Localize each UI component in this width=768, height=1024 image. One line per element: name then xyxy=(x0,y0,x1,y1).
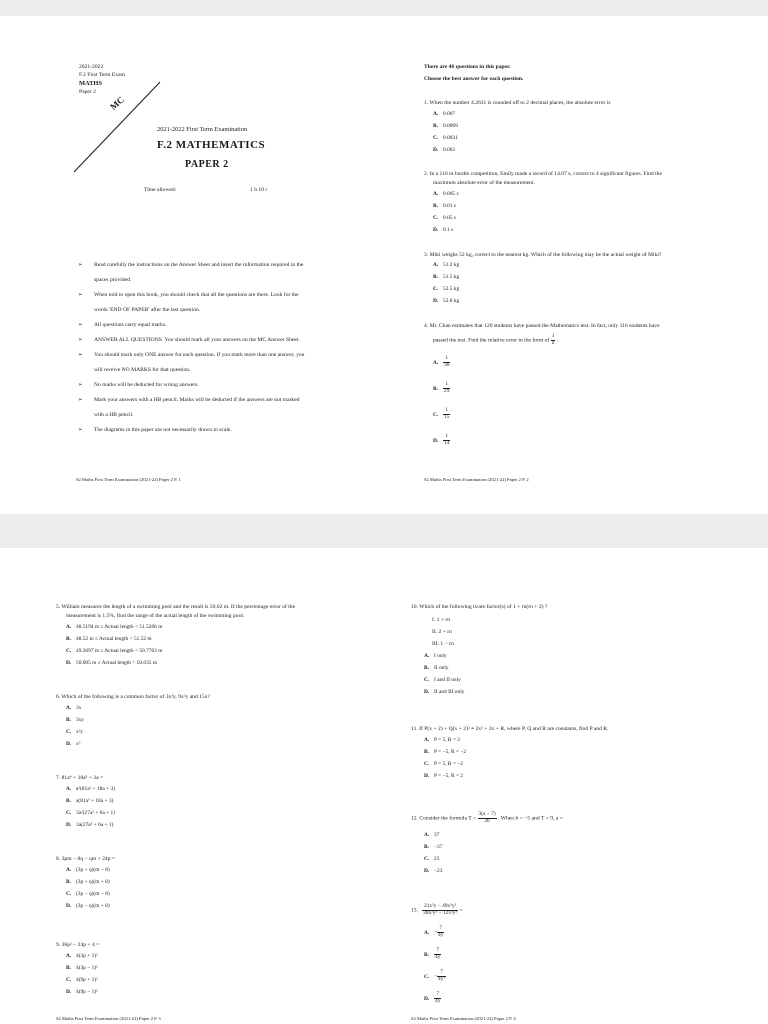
question-text: 2. In a 110 m hurdle competition, Emily made a record of 14.07 s, correct to 4 significant figures. Find the xyxy=(424,171,662,177)
exam-title: 2021-2022 First Term Examination xyxy=(157,126,248,133)
top-sheet xyxy=(0,16,768,514)
course-title: F.2 MATHEMATICS xyxy=(157,139,266,151)
page-1-footer: S2 Maths First Term Examination (2021-22) Paper 2 P. 1 xyxy=(76,477,181,482)
option-b[interactable]: B. a(81a³ + 18a + 3) xyxy=(66,798,114,804)
option-b[interactable]: B. 0.0069 xyxy=(433,123,458,129)
option-a[interactable]: A. 3x xyxy=(66,705,82,711)
option-c[interactable]: C. 49.2697 m ≤ Actual length < 50.7703 m xyxy=(66,648,163,654)
option-d[interactable]: D. (3p − q)(m + 8) xyxy=(66,903,110,909)
roman-item: II. 2 + rn xyxy=(432,629,452,635)
option-c[interactable]: C. 23 xyxy=(424,856,440,862)
option-b[interactable]: B. 4(3p − 1)² xyxy=(66,965,98,971)
instruction-item: with a HB pencil. xyxy=(94,412,134,418)
instruction-item: spaces provided. xyxy=(94,277,132,283)
option-b[interactable]: B. II only xyxy=(424,665,449,671)
question-text: passed the test. Find the relative error in the form of $\frac{1}{n}$ . xyxy=(433,333,559,346)
page-3-footer: S2 Maths First Term Examination (2021-22) Paper 2 P. 3 xyxy=(56,1016,161,1021)
instruction-item: ➢ ANSWER ALL QUESTIONS. You should mark all your answers on the MC Answer Sheet. xyxy=(78,337,300,343)
option-a[interactable]: A. 48.5194 m ≤ Actual length < 51.5206 m xyxy=(66,624,163,630)
option-b[interactable]: B. $\frac{7}{4y}$ xyxy=(424,947,441,960)
option-b[interactable]: B. 51.5 kg xyxy=(433,274,460,280)
option-d[interactable]: D. $\frac{7}{4y}$ xyxy=(424,991,441,1004)
question-text: measurement is 1.5%, find the range of the actual length of the swimming pool. xyxy=(66,613,245,619)
option-b[interactable]: B. 0.01 s xyxy=(433,203,456,209)
page-4-footer: S2 Maths First Term Examination (2021-22) Paper 2 P. 4 xyxy=(411,1016,516,1021)
question-text: 6. Which of the following is a common factor of 3x³y, 9x²y and 15x? xyxy=(56,694,211,700)
option-a[interactable]: A. 37 xyxy=(424,832,440,838)
option-a[interactable]: A. a²(81a² + 18a + 3) xyxy=(66,786,115,792)
question-text: 12. Consider the formula T = $\frac{3(a - 7)}{2b}$ . When b = −5 and T = 9, a = xyxy=(411,811,563,824)
instruction-item: ➢ All questions carry equal marks. xyxy=(78,322,167,328)
time-value: 1 h 10 r xyxy=(250,187,268,193)
option-b[interactable]: B. (3p + q)(m + 8) xyxy=(66,879,110,885)
option-d[interactable]: D. x³ xyxy=(66,741,81,747)
instruction-item: words 'END OF PAPER' after the last question. xyxy=(94,307,201,313)
option-c[interactable]: C. 4(9p + 1)² xyxy=(66,977,98,983)
option-c[interactable]: C. (3p − q)(m − 8) xyxy=(66,891,110,897)
time-label: Time allowed: xyxy=(144,187,177,193)
roman-item: I. 1 + rn xyxy=(432,617,451,623)
question-text: 11. If P(x + 2) + Q(x + 2)² ≡ 2x² + 3x + R, where P, Q and R are constants, find P and R. xyxy=(411,726,609,732)
paper-header-count: There are 46 questions in this paper. xyxy=(424,64,511,70)
option-d[interactable]: D. II and III only xyxy=(424,689,465,695)
fraction: $\frac{\text{21x²y − 49x³y²}}{\text{28x²y³ − 12x³y³}}$ xyxy=(423,903,457,916)
fraction: $\frac{3(a - 7)}{2b}$ xyxy=(478,811,496,824)
option-d[interactable]: D. 4(9p − 1)² xyxy=(66,989,98,995)
option-c[interactable]: C. $\frac{1}{15}$ xyxy=(433,407,450,420)
question-text: 9. 36p² − 24p + 4 = xyxy=(56,942,100,948)
question-text: 4. Mr. Chan estimates that 120 students have passed the Mathematics test. In fact, only 116 students have xyxy=(424,323,660,329)
option-c[interactable]: C. 0.05 s xyxy=(433,215,456,221)
question-text: 5. William measures the length of a swimming pool and the result is 50.02 m. If the percentage error of the xyxy=(56,604,296,610)
question-text: 7. 81a⁴ + 18a³ + 3a = xyxy=(56,775,104,781)
option-b[interactable]: B. P = −5, R = −2 xyxy=(424,749,467,755)
instruction-item: ➢ The diagrams in this paper are not necessarily drawn to scale. xyxy=(78,427,232,433)
fraction: $\frac{1}{n}$ xyxy=(551,333,555,346)
instruction-item: ➢ Mark your answers with a HB pencil. Marks will be deducted if the answers are not marked xyxy=(78,397,300,403)
option-b[interactable]: B. −37 xyxy=(424,844,443,850)
instruction-item: ➢ No marks will be deducted for wrong answers. xyxy=(78,382,199,388)
paper-title: PAPER 2 xyxy=(185,159,229,170)
option-d[interactable]: D. $\frac{1}{14}$ xyxy=(433,433,450,446)
option-b[interactable]: B. 48.52 m ≤ Actual length < 51.52 m xyxy=(66,636,152,642)
instruction-item: ➢ Read carefully the instructions on the Answer Sheet and insert the information required in the xyxy=(78,262,304,268)
question-text: 13. $\frac{\text{21x²y − 49x³y²}}{\text{28x²y³ − 12x³y³}}$ = xyxy=(411,903,463,916)
option-b[interactable]: B. $\frac{1}{29}$ xyxy=(433,381,450,394)
instruction-item: ➢ You should mark only ONE answer for each question. If you mark more than one answer, you xyxy=(78,352,305,358)
option-c[interactable]: C. P = 5, R = −2 xyxy=(424,761,463,767)
option-c[interactable]: C. 3a²(27a² + 6a + 1) xyxy=(66,810,115,816)
page-2-footer: S2 Maths First Term Examination (2021-22) Paper 2 P. 2 xyxy=(424,477,529,482)
option-a[interactable]: A. 51.2 kg xyxy=(433,262,460,268)
roman-item: III. 1 − rn xyxy=(432,641,454,647)
option-d[interactable]: D. 3a(27a³ + 6a + 1) xyxy=(66,822,114,828)
option-d[interactable]: D. P = −5, R = 2 xyxy=(424,773,463,779)
option-a[interactable]: A. − $\frac{7}{4y}$ xyxy=(424,925,444,938)
option-c[interactable]: C. − $\frac{7}{\text{4y²}}$ xyxy=(424,969,446,982)
option-a[interactable]: A. P = 5, R = 2 xyxy=(424,737,460,743)
bottom-sheet xyxy=(0,548,768,1024)
question-text: 10. Which of the following is/are factor(s) of 1 + rn(rn + 2) ? xyxy=(411,604,548,610)
mc-stamp: MC xyxy=(108,94,127,112)
option-a[interactable]: A. (3p + q)(m − 8) xyxy=(66,867,110,873)
paper-header-instruction: Choose the best answer for each question. xyxy=(424,76,524,82)
corner-subject: MATHS xyxy=(79,80,102,87)
option-d[interactable]: D. −23 xyxy=(424,868,443,874)
option-c[interactable]: C. 52.5 kg xyxy=(433,286,460,292)
option-a[interactable]: A. $\frac{1}{30}$ xyxy=(433,355,450,368)
option-c[interactable]: C. 0.0031 xyxy=(433,135,458,141)
option-c[interactable]: C. I and II only xyxy=(424,677,461,683)
option-c[interactable]: C. x²y xyxy=(66,729,84,735)
corner-exam: F.2 First Term Exam xyxy=(79,72,125,78)
option-a[interactable]: A. 0.007 xyxy=(433,111,456,117)
corner-year: 2021-2022 xyxy=(79,64,104,70)
instruction-item: ➢ When told to open this book, you should check that all the questions are there. Look for the xyxy=(78,292,299,298)
question-text: 8. 3pm − 8q − qm + 24p = xyxy=(56,856,116,862)
instruction-item: will receive NO MARKS for that question. xyxy=(94,367,191,373)
option-a[interactable]: A. I only xyxy=(424,653,447,659)
option-d[interactable]: D. 0.1 s xyxy=(433,227,454,233)
question-text: 3. Miki weighs 52 kg, correct to the nearest kg. Which of the following may be the actual weight of Miki? xyxy=(424,252,662,258)
option-d[interactable]: D. 50.005 m ≤ Actual length < 50.035 m xyxy=(66,660,158,666)
option-d[interactable]: D. 52.8 kg xyxy=(433,298,460,304)
option-b[interactable]: B. 3xy xyxy=(66,717,85,723)
option-a[interactable]: A. 4(3p + 1)² xyxy=(66,953,98,959)
option-a[interactable]: A. 0.005 s xyxy=(433,191,459,197)
question-text: 1. When the number 4.2631 is rounded off to 2 decimal places, the absolute error is xyxy=(424,100,611,106)
option-d[interactable]: D. 0.003 xyxy=(433,147,456,153)
corner-paper: Paper 2 xyxy=(79,89,96,95)
question-text: maximum absolute error of the measurement. xyxy=(433,180,535,186)
